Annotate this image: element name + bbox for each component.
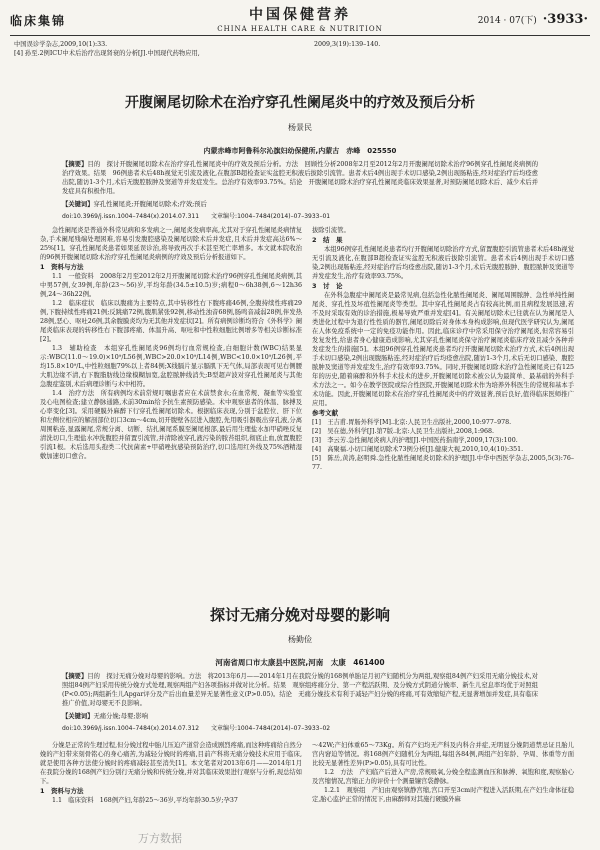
section-heading: 2 结 果 bbox=[312, 236, 343, 244]
article1-right-column bbox=[312, 226, 574, 700]
body-paragraph: ～42W;产妇体重65～73Kg。所有产妇均无产科及内科合并症,无明显分娩阴道禁忌证且胎儿宫内窘迫等情况。将168例产妇随机分为两组,每组各84例,两组产妇年龄、孕周、体重等方面比较无显著性差异(P>0.05),具有可比性。 bbox=[312, 742, 574, 767]
body-paragraph: 1.2.1 观察组 产妇由观察镇静宫缩,宫口开至3cm时产程进入活跃期,在产妇生命体征稳定,胎心监护正常的情况下,由麻醉师对其施行硬膜外麻 bbox=[312, 787, 574, 803]
issue-info bbox=[478, 12, 588, 27]
body-paragraph: 1.1 一般资料 2008年2月至2012年2月开腹阑尾切除术治疗96例穿孔性阑尾炎病例,其中男57例,女39例,年龄(23～56)岁,平均年龄(34.5±10.5)岁;病程0～6h38例,6～12h36例,24～36h22例。 bbox=[40, 273, 302, 298]
body-paragraph: 1.3 辅助检查 本组穿孔性阑尾炎96例均行血常规检查,白细胞计数(WBC)结果显示:WBC(11.0～19.0)×10⁹/L56例,WBC>20.0×10⁹/L14例,WBC<10.0×10⁹/L26例,平均15.8×10⁹/L,中性粒细胞79%以上者84例;X线膈片显示膈肌下无气体,局部表现可见右侧腰大肌边缘不清,右下腹脂肪线边缘模糊加宽,盆腔脓肿线消失;B型超声波对穿孔性阑尾炎与其他急腹症鉴别,术后病理诊断与术中相符。 bbox=[40, 345, 302, 388]
abstract-text: 目的 探讨无痛分娩对母婴的影响。方法 将2013年6月——2014年1月在我院分娩的168例单胎足月初产妇随机分为两组,观察组84例产妇采用无痛分娩技术,对照组84例产妇采用传统分娩方式处理,观察两组产妇各项指标并做对比分析。结果 观察组疼痛分分、第一产程活跃期、及分娩方式阴道分娩率、新生儿窒息率均优于对照组(P<0.05);两组新生儿Apgar评分及产后出血量差异无显著性意义(P>0.05)。结论 无痛分娩技术有利于减轻产妇分娩的疼痛,可有效缩短产程,无显著增加并发症,具有临床推广价值,对母婴无不良影响。 bbox=[62, 673, 538, 707]
reference-item: [2] 吴在德,外科学[J].第7版.北京:人民卫生出版社,2008,1:968. bbox=[312, 428, 495, 435]
section-heading: 1 资料与方法 bbox=[40, 263, 84, 271]
body-paragraph: 1.4 治疗方法 所有病例均术前常规叮嘱患者应在术前禁食水;在血常规、凝血等实验室及心电图检查;建立静脉通路,术前30min给予抗生素预防感染。术中观察患者的体温、脉搏及心率变化[3]。采用硬膜外麻醉下行穿孔性阑尾切除术。根据临床表现,分别于盆腔位、肝下位和左侧位相应的解剖部位切口3cm～4cm,切开腹壁各层进入腹腔,先用吸引器吸出穿孔液,分离周围粘连,显露阑尾,常规分离、切断、结扎阑尾系膜至阑尾根部,最后用生理盐水加甲硝唑反复清洗切口,生理盐水冲洗腹腔并留置引流管,并清除被穿孔液污染的脓苔组织,彻底止血,放置腹腔引流1根。术后选用头孢类二代抗菌素+甲硝唑抗感染预防治疗,切口选用红外线及75%酒精湿敷加速切口愈合。 bbox=[40, 390, 302, 460]
abstract-text: 目的 探讨开腹阑尾切除术在治疗穿孔性阑尾炎中的疗效及预后分析。方法 回顾性分析2008年2月至2012年2月开腹阑尾切除术治疗96例穿孔性阑尾炎病例的治疗效果。结果 96例患者术后48h视觉无引流及液化,在腹部B超检查证实盆腔无积液后拔除引流管。患者术后4例出现手术切口感染,2例出现肠粘连,经对症治疗后均痊愈出院,随访1-3个月,术后无腹腔脓肿及窦道等并发症发生。总治疗有效率93.75%。结论 开腹阑尾切除术治疗穿孔性阑尾炎临床效果显著,对预防阑尾切除术后、减少术后并发症具有积极作用。 bbox=[62, 161, 538, 195]
journal-title-cn: 中国保健营养 bbox=[249, 7, 351, 23]
page-number: ·3933· bbox=[542, 12, 588, 27]
prev-ref-line: 中国误诊学杂志,2009,10(1):33. bbox=[14, 41, 108, 48]
body-paragraph: 1.1 临床资料 168例产妇,年龄25～36岁,平均年龄30.5岁;孕37 bbox=[52, 797, 238, 804]
article1-title: 开腹阑尾切除术在治疗穿孔性阑尾炎中的疗效及预后分析 bbox=[125, 95, 475, 111]
article1-author: 杨景民 bbox=[288, 123, 312, 132]
body-paragraph: 在外科急腹症中阑尾炎是最常见病,包括急性化脓性阑尾炎、阑尾周围脓肿、急性单纯性阑尾炎、穿孔性及坏疽性阑尾炎等类型。其中穿孔性阑尾炎占有较高比例,而且病程发展迅速,若不及时采取有效的诊治措施,极易导致严重并发症[4]。有关阑尾切除术已往就在认为阑尾是人类进化过程中为退行性性质的器官,阑尾切除后对身体本身构成影响,但现代医学研究认为,阑尾在人体免疫系统中一定的免疫功能作用。因此,临床诊疗中常采用保守治疗阑尾炎,但常容易引发复发性,给患者身心健康造成影响,尤其穿孔性阑尾炎保守治疗阑尾炎临床疗效且减少各种并发症发生的措施[5]。本组96例穿孔性阑尾炎患者均行开腹阑尾切除术治疗方式,术后4例出现手术切口感染,2例出现腹肠粘连,经对症治疗后均痊愈出院,随访1-3个月,术后无切口感染、腹腔脓肿及窦道等并发症发生,治疗有效率93.75%。同时,开腹阑尾切除术治疗急性阑尾炎已有125年的历史,随着麻醉和外科手术技术的进步,开腹阑尾切除术被公认为最简单、最基础的外科手术方法之一。如今在教学医院或综合性医院,开腹阑尾切除术作为培养外科医生的常规和基本手术功能。因此,开腹阑尾切除术在治疗穿孔性阑尾炎中的疗效显著,预后良好,值得临床医师推广应用。 bbox=[312, 292, 574, 407]
keywords-label: 【关键词】 bbox=[62, 201, 94, 208]
section-heading: 1 资料与方法 bbox=[40, 787, 84, 795]
body-paragraph: 拔除引流管。 bbox=[312, 227, 350, 234]
article1-left-column bbox=[40, 226, 302, 700]
article2-abstract bbox=[62, 672, 538, 708]
article1-affiliation: 内蒙赤峰市阿鲁科尔沁旗妇幼保健所,内蒙古 赤峰 025550 bbox=[203, 147, 397, 155]
body-paragraph: 1.2 临床症状 临床以腹痛为主要特点,其中转移性右下腹疼痛46例,全腹持续性疼痛29例,下腹持续性疼痛21例;反跳痛72例,腹肌紧张92例,移动性浊音68例,肠鸣音减弱28例,伴发热28例,恶心、呕吐26例,其余腹膜炎均为无其他并发症状[2]。所有病例诊断均符合《外科学》阑尾炎临床表现的转移性右下腹部疼痛、体温升高、呕吐和中性粒细胞比例增多等相关诊断标准[2]。 bbox=[40, 300, 302, 343]
abstract-label: 【摘要】 bbox=[62, 673, 88, 680]
prev-ref-line: 2009,3(19):139–140. bbox=[314, 41, 381, 48]
abstract-label: 【摘要】 bbox=[62, 161, 88, 168]
article1-doi: doi:10.3969/j.issn.1004–7484(x).2014.07.311 文章编号:1004–7484(2014)–07–3933–01 bbox=[62, 213, 331, 220]
article2-keywords bbox=[62, 712, 538, 721]
issue-date: 2014 · 07(下) bbox=[477, 16, 537, 26]
reference-item: [4] 高聚福.小切口阑尾切除术73例分析[J].健康大视,2010,10,4(10):351. bbox=[312, 446, 524, 453]
article2-title: 探讨无痛分娩对母婴的影响 bbox=[209, 606, 390, 624]
article2-right-column bbox=[312, 741, 574, 841]
journal-title-en: CHINA HEALTH CARE & NUTRITION bbox=[217, 25, 383, 33]
previous-references bbox=[14, 40, 588, 60]
keywords-label: 【关键词】 bbox=[62, 713, 94, 720]
section-heading: 3 讨 论 bbox=[312, 282, 343, 290]
keywords-text: 穿孔性阑尾炎;开腹阑尾切除术;疗效;预后 bbox=[93, 201, 207, 208]
reference-item: [1] 王吉甫.胃肠外科学[M].北京:人民卫生出版社,2000,10:977–978. bbox=[312, 419, 512, 426]
watermark: 万方数据 bbox=[138, 832, 182, 845]
prev-ref-line: [4] 孙至.2例ICU中术后治疗出现肾衰的分析[J].中国现代药物应用, bbox=[14, 50, 200, 57]
article2-doi: doi:10.3969/j.issn.1004–7484(x).2014.07.312 文章编号:1004–7484(2014)–07–3933–02 bbox=[62, 725, 331, 732]
reference-item: [3] 李云芳.急性阑尾炎病人的护理[J].中国医药指南学,2009,17(3):100. bbox=[312, 437, 518, 444]
body-paragraph: 本组96例穿孔性阑尾炎患者均行开腹阑尾切除治疗方式,留置腹腔引流管患者术后48h视觉无引流及液化,在腹部B超检查证实盆腔无积液后拔除引流管。患者术后4例出现手术切口感染,2例出现肠粘连,经对症治疗后均痊愈出院,随访1-3个月,术后无腹腔脓肿、腹腔脓肿及窦道等并发症发生,治疗有效率93.75%。 bbox=[312, 246, 574, 280]
section-label: 临床集锦 bbox=[10, 14, 67, 28]
article2-left-column bbox=[40, 741, 302, 841]
keywords-text: 无痛分娩;母婴;影响 bbox=[93, 713, 149, 720]
reference-item: [5] 陈岳,黄涛,赵明舜.急性化脓性阑尾炎切除术的护理[J].中华中西医学杂志,2005,5(3):76–77. bbox=[312, 455, 574, 471]
article1-abstract bbox=[62, 160, 538, 196]
article2-author: 杨勤俭 bbox=[288, 635, 312, 644]
body-paragraph: 急性阑尾炎是普通外科常见病和多发病之一,阑尾炎发病率高,尤其对于穿孔性阑尾炎病情复杂,手术阑尾残端处理困难,容易引发腹腔感染及阑尾切除术后并发症,且术后并发症高达6%～25%[1]。穿孔性阑尾炎患者如果延误诊治,将导致再次手术甚至死亡率增多。本文就本院收治的96例开腹阑尾切除术治疗穿孔性阑尾炎病例的疗效及预后分析报道如下。 bbox=[40, 227, 302, 261]
body-paragraph: 1.2 方法 产妇临产后进入产房,常规吸氧,分娩全程监测血压和脉搏、氧饱和度,观察胎心及宫缩情况,宫缩正力的评价十个测量镶宫袋静脉。 bbox=[312, 769, 574, 785]
body-paragraph: 分娩是正常的生理过程,但分娩过程中胎儿压迫产道常会造成剧烈疼痛,而这种疼痛给自然分娩的产妇带来刻骨铭心的身心痛苦,为减轻分娩时的疼痛,目前产科将无痛分娩技术应用于临床,就是使用各种方法使分娩时的疼痛减轻甚至消失[1]。本文笔者对2013年6月——2014年1月在我院分娩的168例产妇分别行无痛分娩和传统分娩,并对其临床效果进行观察与分析,现总结如下。 bbox=[40, 742, 302, 785]
header-rule bbox=[10, 35, 590, 36]
references-heading: 参考文献 bbox=[312, 409, 338, 417]
article2-affiliation: 河南省周口市太康县中医院,河南 太康 461400 bbox=[215, 658, 385, 667]
article1-keywords bbox=[62, 200, 538, 209]
